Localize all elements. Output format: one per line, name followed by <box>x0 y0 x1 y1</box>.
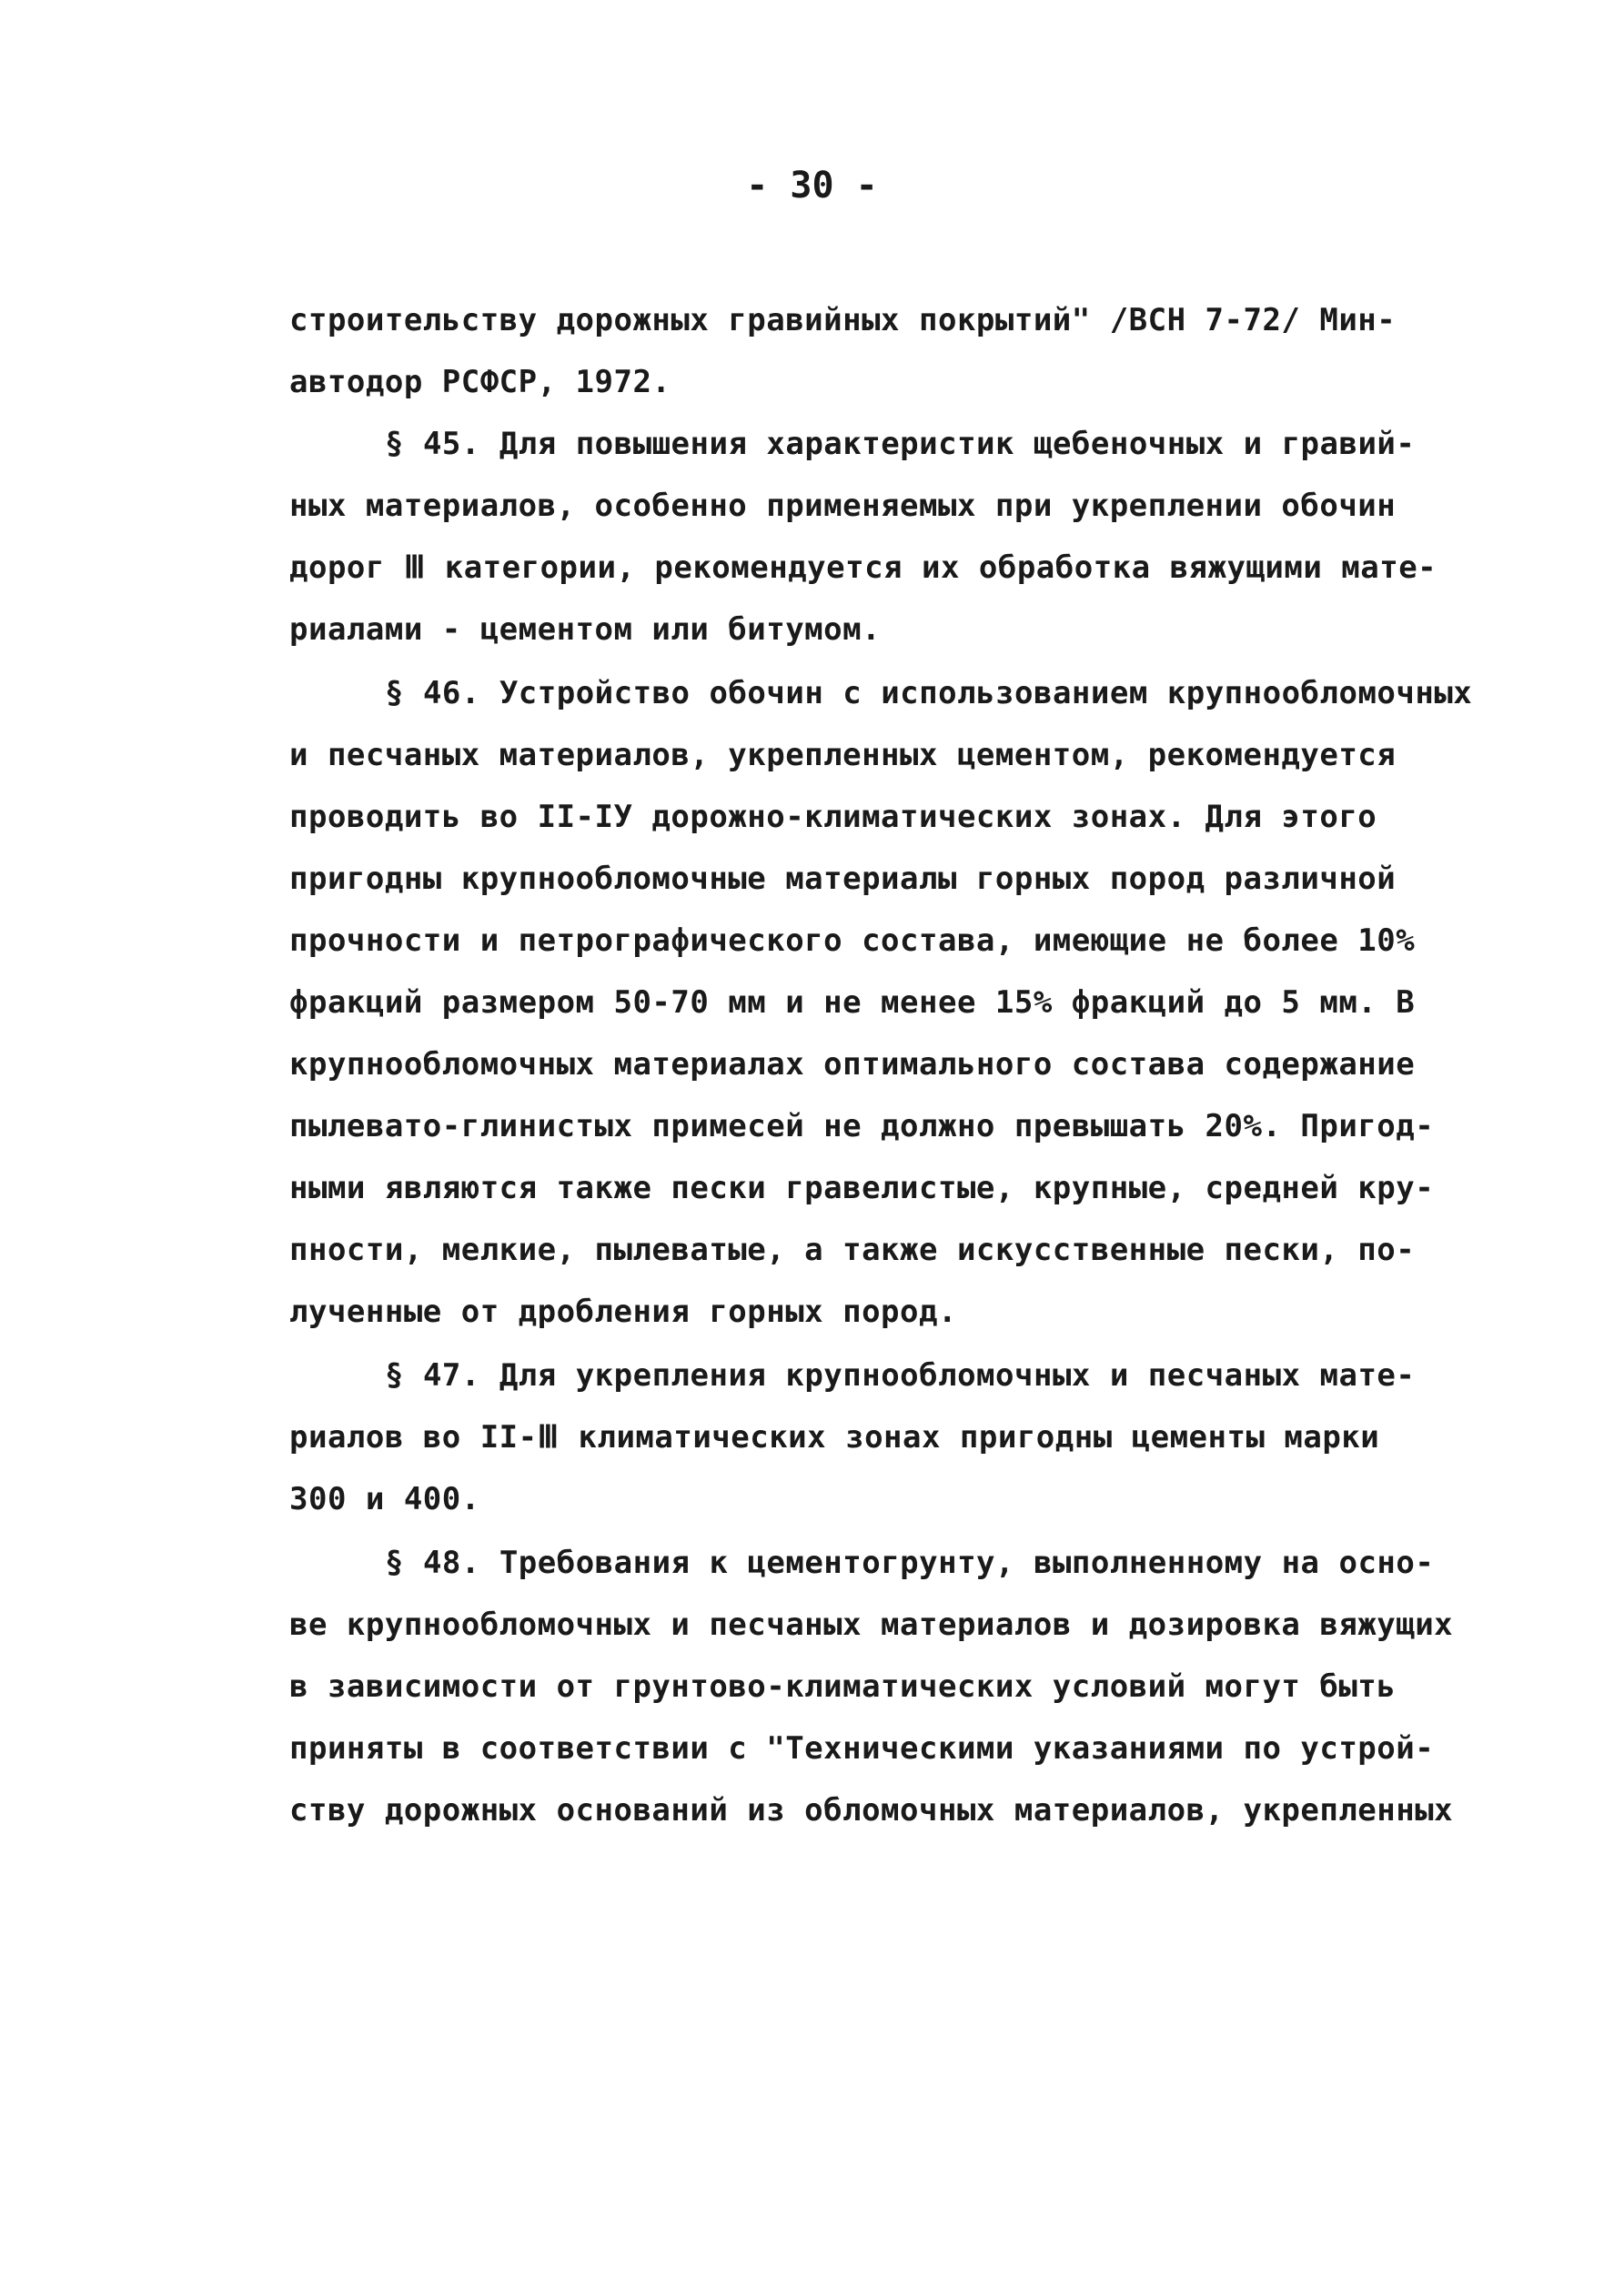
text-line: прочности и петрографического состава, имеющие не более 10% <box>289 922 1416 959</box>
text-line: фракций размером 50-70 мм и не менее 15% фракций до 5 мм. В <box>289 984 1416 1021</box>
paragraph-45-start: § 45. Для повышения характеристик щебеночных и гравий- <box>385 426 1416 462</box>
text-line: ных материалов, особенно применяемых при укреплении обочин <box>289 488 1397 524</box>
text-line: пности, мелкие, пылеватые, а также искусственные пески, по- <box>289 1232 1416 1268</box>
text-line: проводить во II-IУ дорожно-климатических зонах. Для этого <box>289 799 1377 835</box>
text-line: лученные от дробления горных пород. <box>289 1294 957 1330</box>
text-line: пригодны крупнообломочные материалы горных пород различной <box>289 861 1397 897</box>
text-line: дорог Ⅲ категории, рекомендуется их обработка вяжущими мате- <box>289 549 1437 586</box>
text-line: ству дорожных оснований из обломочных материалов, укрепленных <box>289 1792 1454 1829</box>
text-line: строительству дорожных гравийных покрытий" /ВСН 7-72/ Мин- <box>289 302 1397 338</box>
paragraph-48-start: § 48. Требования к цементогрунту, выполненному на осно- <box>385 1545 1435 1581</box>
text-line: риалов во II-Ⅲ климатических зонах пригодны цементы марки <box>289 1419 1380 1456</box>
paragraph-46-start: § 46. Устройство обочин с использованием крупнообломочных <box>385 675 1473 711</box>
text-line: 300 и 400. <box>289 1481 480 1517</box>
text-line: автодор РСФСР, 1972. <box>289 364 671 400</box>
text-line: крупнообломочных материалах оптимального состава содержание <box>289 1046 1416 1083</box>
text-line: пылевато-глинистых примесей не должно превышать 20%. Пригод- <box>289 1108 1435 1144</box>
paragraph-47-start: § 47. Для укрепления крупнообломочных и песчаных мате- <box>385 1357 1416 1394</box>
page-number: - 30 - <box>746 165 878 207</box>
text-line: ве крупнообломочных и песчаных материалов и дозировка вяжущих <box>289 1607 1454 1643</box>
text-line: риалами - цементом или битумом. <box>289 611 882 648</box>
text-line: ными являются также пески гравелистые, крупные, средней кру- <box>289 1170 1435 1206</box>
text-line: приняты в соответствии с "Техническими указаниями по устрой- <box>289 1730 1435 1767</box>
text-line: и песчаных материалов, укрепленных цементом, рекомендуется <box>289 737 1397 773</box>
text-line: в зависимости от грунтово-климатических условий могут быть <box>289 1668 1397 1705</box>
